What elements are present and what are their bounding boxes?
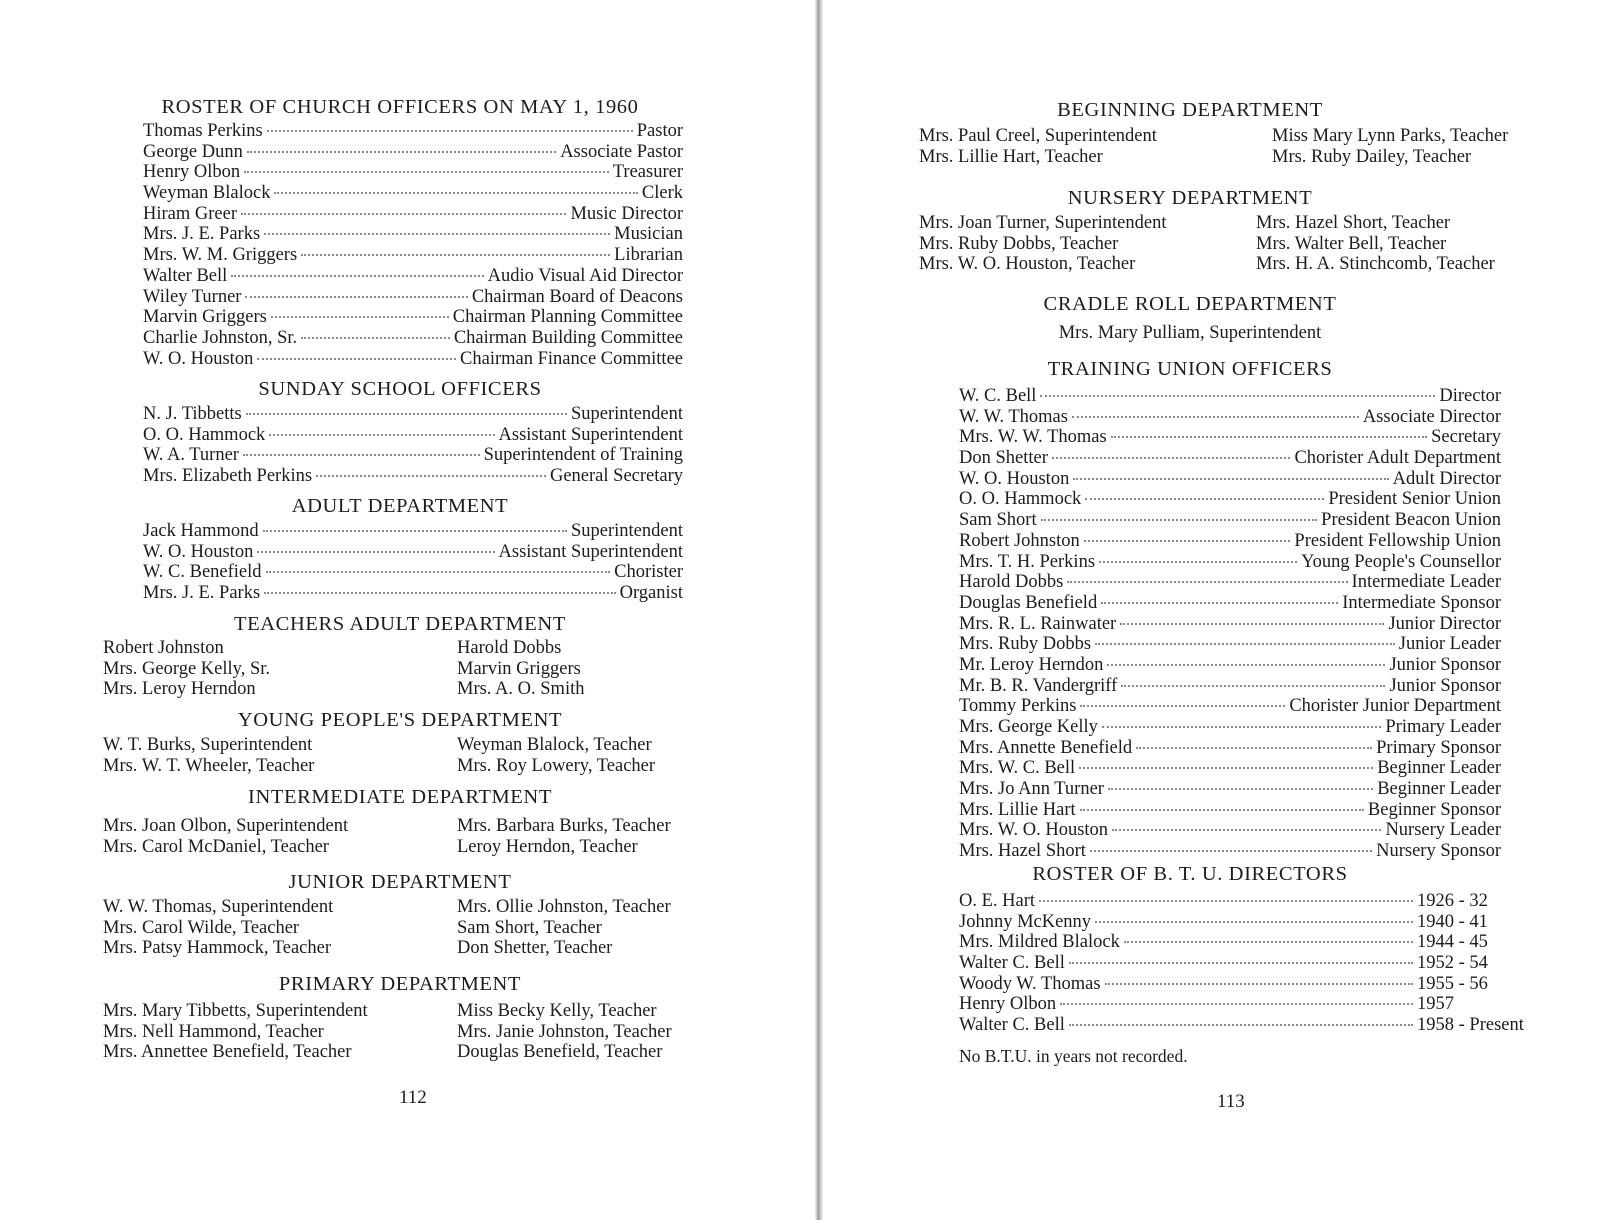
primary-heading: PRIMARY DEPARTMENT	[278, 973, 522, 995]
person-name: Robert Johnston	[959, 530, 1080, 551]
role-label: Beginner Sponsor	[1367, 799, 1501, 820]
junior-right	[457, 897, 671, 959]
person-name: Mrs. J. E. Parks	[143, 583, 261, 604]
person-name: Jack Hammond	[143, 521, 259, 541]
person-name: Mrs. W. O. Houston	[959, 820, 1109, 841]
dot-leader	[244, 171, 609, 173]
roster-row	[959, 1015, 1542, 1036]
person-name: Mrs. T. H. Perkins	[959, 551, 1096, 572]
person-name: Mrs. R. L. Rainwater	[959, 613, 1117, 634]
page-number-right: 113	[1217, 1091, 1245, 1112]
dot-leader	[1102, 726, 1382, 728]
dot-leader	[1041, 519, 1318, 521]
role-label: 1952 - 54	[1417, 953, 1488, 974]
roster-row	[143, 404, 683, 425]
dot-leader	[301, 254, 610, 256]
dot-leader	[316, 475, 546, 477]
person-name: N. J. Tibbetts	[143, 404, 242, 424]
junior-heading: JUNIOR DEPARTMENT	[288, 871, 512, 893]
dot-leader	[243, 454, 480, 456]
role-label: Nursery Leader	[1385, 820, 1501, 841]
roster-row	[959, 386, 1501, 407]
person-name: Walter C. Bell	[959, 1015, 1065, 1036]
list-item: Mrs. Paul Creel, Superintendent	[919, 126, 1157, 146]
role-label: Chorister Junior Department	[1289, 696, 1501, 717]
dot-leader	[1072, 416, 1359, 418]
person-name: Mr. Leroy Herndon	[959, 654, 1104, 675]
person-name: Johnny McKenny	[959, 911, 1092, 932]
training-union-heading: TRAINING UNION OFFICERS	[1047, 358, 1333, 380]
roster-row	[143, 521, 683, 542]
list-item: W. W. Thomas, Superintendent	[103, 897, 334, 917]
intermediate-columns	[103, 816, 671, 857]
role-label: 1955 - 56	[1417, 973, 1488, 994]
role-label: Beginner Leader	[1377, 758, 1501, 779]
dot-leader	[1121, 685, 1385, 687]
role-label: Audio Visual Aid Director	[487, 265, 683, 286]
person-name: George Dunn	[143, 141, 243, 162]
roster-row	[959, 448, 1501, 469]
person-name: Mrs. Annette Benefield	[959, 737, 1133, 758]
dot-leader	[257, 551, 494, 553]
roster-row	[959, 738, 1501, 759]
person-name: Thomas Perkins	[143, 121, 263, 141]
person-name: W. C. Bell	[959, 386, 1037, 406]
role-label: Nursery Sponsor	[1376, 841, 1501, 862]
role-label: Secretary	[1431, 427, 1501, 448]
role-label: General Secretary	[549, 466, 683, 487]
person-name: Mrs. W. M. Griggers	[143, 245, 298, 266]
roster-row	[959, 696, 1501, 717]
role-label: Organist	[619, 583, 683, 604]
role-label: Treasurer	[612, 162, 683, 183]
role-label: Beginner Leader	[1377, 779, 1501, 800]
dot-leader	[1105, 983, 1413, 985]
dot-leader	[1111, 436, 1427, 438]
btu-directors-heading: ROSTER OF B. T. U. DIRECTORS	[1032, 863, 1348, 885]
person-name: Walter Bell	[143, 265, 228, 286]
page-number-left: 112	[399, 1087, 427, 1108]
dot-leader	[1052, 457, 1291, 459]
role-label: President Beacon Union	[1321, 510, 1501, 531]
roster-row	[959, 974, 1542, 995]
list-item: Douglas Benefield, Teacher	[457, 1042, 663, 1063]
person-name: Mrs. W. C. Bell	[959, 758, 1076, 779]
dot-leader	[274, 192, 637, 194]
roster-row	[143, 183, 683, 204]
role-label: President Senior Union	[1328, 489, 1501, 510]
role-label: Associate Director	[1362, 406, 1501, 427]
roster-row	[959, 676, 1501, 697]
list-item: Mrs. Ruby Dailey, Teacher	[1272, 146, 1472, 167]
role-label: Young People's Counsellor	[1301, 551, 1501, 572]
list-item: Miss Mary Lynn Parks, Teacher	[1272, 126, 1509, 146]
person-name: Mrs. Ruby Dobbs	[959, 634, 1092, 655]
role-label: President Fellowship Union	[1294, 530, 1501, 551]
dot-leader	[264, 592, 615, 594]
roster-row	[959, 634, 1501, 655]
teachers-adult-right	[457, 638, 584, 700]
person-name: O. O. Hammock	[143, 424, 266, 445]
roster-row	[143, 245, 683, 266]
roster-row	[959, 427, 1501, 448]
role-label: 1958 - Present	[1417, 1015, 1524, 1036]
person-name: W. W. Thomas	[959, 406, 1068, 427]
person-name: O. E. Hart	[959, 891, 1036, 911]
role-label: Musician	[614, 224, 683, 245]
btu-note: No B.T.U. in years not recorded.	[959, 1046, 1188, 1066]
role-label: Junior Sponsor	[1389, 654, 1501, 675]
roster-row	[959, 994, 1542, 1015]
dot-leader	[269, 434, 494, 436]
person-name: W. O. Houston	[143, 541, 254, 562]
book-gutter	[815, 0, 823, 1220]
roster-row	[959, 779, 1501, 800]
person-name: Don Shetter	[959, 448, 1048, 469]
role-label: Chorister Adult Department	[1294, 448, 1501, 469]
roster-heading: ROSTER OF CHURCH OFFICERS ON MAY 1, 1960	[161, 96, 639, 118]
dot-leader	[1107, 664, 1385, 666]
list-item: Mrs. Annettee Benefield, Teacher	[103, 1042, 352, 1063]
adult-department-heading: ADULT DEPARTMENT	[291, 495, 509, 517]
roster-row	[959, 531, 1501, 552]
list-item: Leroy Herndon, Teacher	[457, 836, 638, 857]
dot-leader	[1084, 540, 1291, 542]
roster-row	[959, 510, 1501, 531]
roster-row	[959, 800, 1501, 821]
role-label: Chairman Building Committee	[453, 327, 683, 348]
list-item: Marvin Griggers	[457, 658, 581, 679]
list-item: Mrs. W. O. Houston, Teacher	[919, 254, 1136, 275]
roster-row	[143, 466, 683, 487]
roster-row	[959, 655, 1501, 676]
roster-row	[959, 953, 1542, 974]
list-item: Mrs. Ollie Johnston, Teacher	[457, 897, 671, 917]
young-peoples-columns	[103, 735, 655, 776]
beginning-left	[919, 126, 1272, 167]
list-item: Robert Johnston	[103, 638, 224, 658]
dot-leader	[241, 213, 566, 215]
person-name: W. O. Houston	[959, 468, 1070, 489]
role-label: Clerk	[641, 183, 683, 204]
young-peoples-left	[103, 735, 457, 776]
person-name: Hiram Greer	[143, 203, 237, 224]
person-name: Mrs. Mildred Blalock	[959, 932, 1120, 953]
person-name: Mrs. J. E. Parks	[143, 224, 261, 245]
person-name: W. A. Turner	[143, 445, 239, 466]
roster-row	[959, 552, 1501, 573]
btu-directors-list	[959, 891, 1542, 1036]
dot-leader	[257, 358, 456, 360]
training-union-list	[959, 386, 1501, 862]
list-item: Sam Short, Teacher	[457, 917, 602, 938]
person-name: Mrs. Jo Ann Turner	[959, 779, 1104, 800]
dot-leader	[246, 413, 567, 415]
roster-row	[959, 820, 1501, 841]
dot-leader	[1136, 747, 1372, 749]
list-item: Mrs. Carol McDaniel, Teacher	[103, 836, 329, 857]
list-item: Mrs. Hazel Short, Teacher	[1256, 213, 1451, 233]
list-item: Mrs. Walter Bell, Teacher	[1256, 233, 1447, 254]
dot-leader	[1079, 767, 1373, 769]
junior-columns	[103, 897, 671, 959]
person-name: Henry Olbon	[959, 994, 1057, 1015]
dot-leader	[1080, 809, 1364, 811]
roster-row	[143, 224, 683, 245]
list-item: Mrs. Carol Wilde, Teacher	[103, 917, 300, 938]
role-label: Chairman Planning Committee	[452, 307, 683, 328]
person-name: Marvin Griggers	[143, 307, 267, 328]
dot-leader	[1039, 900, 1413, 902]
roster-list	[143, 121, 683, 369]
roster-row	[143, 542, 683, 563]
dot-leader	[271, 316, 449, 318]
roster-row	[959, 489, 1501, 510]
dot-leader	[1120, 623, 1384, 625]
teachers-adult-heading: TEACHERS ADULT DEPARTMENT	[234, 613, 566, 635]
roster-row	[143, 328, 683, 349]
beginning-right	[1272, 126, 1508, 167]
dot-leader	[1067, 581, 1347, 583]
roster-row	[143, 349, 683, 370]
dot-leader	[267, 130, 633, 132]
adult-department-list	[143, 521, 683, 604]
sunday-school-list	[143, 404, 683, 487]
list-item: Weyman Blalock, Teacher	[457, 735, 652, 755]
role-label: Assistant Superintendent	[498, 541, 683, 562]
roster-row	[959, 614, 1501, 635]
person-name: Mrs. W. W. Thomas	[959, 427, 1107, 448]
beginning-columns	[919, 126, 1508, 167]
roster-row	[959, 841, 1501, 862]
dot-leader	[1108, 788, 1373, 790]
roster-row	[143, 583, 683, 604]
list-item: Miss Becky Kelly, Teacher	[457, 1001, 657, 1021]
roster-row	[143, 266, 683, 287]
dot-leader	[264, 233, 610, 235]
person-name: Wiley Turner	[143, 286, 242, 307]
roster-row	[959, 912, 1542, 933]
dot-leader	[247, 151, 556, 153]
nursery-right	[1256, 213, 1495, 275]
role-label: Chairman Finance Committee	[460, 348, 683, 369]
role-label: Primary Leader	[1385, 717, 1501, 737]
list-item: Don Shetter, Teacher	[457, 938, 613, 959]
role-label: Assistant Superintendent	[498, 424, 683, 445]
roster-row	[143, 204, 683, 225]
roster-row	[959, 891, 1542, 912]
roster-row	[959, 758, 1501, 779]
teachers-adult-left	[103, 638, 457, 700]
list-item: Mrs. Leroy Herndon	[103, 679, 256, 700]
roster-row	[143, 142, 683, 163]
person-name: Weyman Blalock	[143, 183, 271, 204]
beginning-heading: BEGINNING DEPARTMENT	[1057, 99, 1323, 121]
dot-leader	[1099, 561, 1297, 563]
roster-row	[143, 425, 683, 446]
person-name: Harold Dobbs	[959, 572, 1064, 593]
dot-leader	[1095, 643, 1395, 645]
list-item: Mrs. George Kelly, Sr.	[103, 658, 270, 679]
person-name: Charlie Johnston, Sr.	[143, 327, 298, 348]
list-item: Mrs. H. A. Stinchcomb, Teacher	[1256, 254, 1495, 275]
person-name: Sam Short	[959, 510, 1037, 531]
cradle-roll-heading: CRADLE ROLL DEPARTMENT	[1043, 293, 1337, 315]
nursery-columns	[919, 213, 1495, 275]
role-label: Primary Sponsor	[1376, 737, 1501, 758]
roster-row	[959, 717, 1501, 738]
list-item: Mrs. Roy Lowery, Teacher	[457, 755, 656, 776]
dot-leader	[1060, 1003, 1413, 1005]
list-item: Mrs. A. O. Smith	[457, 679, 585, 700]
dot-leader	[1069, 962, 1413, 964]
roster-row	[143, 287, 683, 308]
roster-row	[959, 407, 1501, 428]
list-item: Mrs. Joan Turner, Superintendent	[919, 213, 1167, 233]
list-item: Mrs. Patsy Hammock, Teacher	[103, 938, 332, 959]
list-item: Mrs. W. T. Wheeler, Teacher	[103, 755, 315, 776]
sunday-school-heading: SUNDAY SCHOOL OFFICERS	[258, 378, 542, 400]
role-label: Junior Leader	[1398, 634, 1501, 655]
person-name: Tommy Perkins	[959, 696, 1077, 717]
role-label: Superintendent	[570, 521, 683, 541]
role-label: 1957	[1417, 994, 1454, 1015]
roster-row	[959, 593, 1501, 614]
list-item: Mrs. Nell Hammond, Teacher	[103, 1021, 324, 1042]
dot-leader	[1080, 705, 1285, 707]
person-name: O. O. Hammock	[959, 489, 1082, 510]
list-item: Harold Dobbs	[457, 638, 562, 658]
dot-leader	[1069, 1024, 1413, 1026]
primary-left	[103, 1001, 457, 1063]
person-name: Walter C. Bell	[959, 953, 1065, 974]
role-label: 1944 - 45	[1417, 932, 1488, 953]
young-peoples-right	[457, 735, 655, 776]
dot-leader	[1101, 602, 1338, 604]
list-item: Mrs. Ruby Dobbs, Teacher	[919, 233, 1119, 254]
roster-row	[143, 307, 683, 328]
nursery-left	[919, 213, 1256, 275]
list-item: W. T. Burks, Superintendent	[103, 735, 313, 755]
list-item: Mrs. Lillie Hart, Teacher	[919, 146, 1103, 167]
dot-leader	[1124, 941, 1413, 943]
dot-leader	[1040, 395, 1435, 397]
dot-leader	[263, 530, 567, 532]
young-peoples-heading: YOUNG PEOPLE'S DEPARTMENT	[237, 709, 563, 731]
cradle-roll-superintendent: Mrs. Mary Pulliam, Superintendent	[1058, 323, 1322, 343]
dot-leader	[1095, 921, 1413, 923]
roster-row	[143, 562, 683, 583]
roster-row	[959, 469, 1501, 490]
role-label: 1926 - 32	[1417, 891, 1488, 911]
nursery-heading: NURSERY DEPARTMENT	[1067, 187, 1313, 209]
list-item: Mrs. Mary Tibbetts, Superintendent	[103, 1001, 368, 1021]
role-label: Junior Director	[1388, 613, 1501, 634]
dot-leader	[1073, 478, 1388, 480]
roster-row	[959, 572, 1501, 593]
roster-row	[143, 121, 683, 142]
role-label: Intermediate Leader	[1351, 572, 1501, 593]
role-label: Superintendent	[570, 404, 683, 424]
teachers-adult-columns	[103, 638, 584, 700]
dot-leader	[1112, 829, 1381, 831]
dot-leader	[301, 337, 450, 339]
roster-row	[143, 445, 683, 466]
junior-left	[103, 897, 457, 959]
list-item: Mrs. Barbara Burks, Teacher	[457, 816, 671, 836]
person-name: Mrs. Lillie Hart	[959, 799, 1076, 820]
dot-leader	[266, 571, 611, 573]
intermediate-right	[457, 816, 671, 857]
role-label: Pastor	[636, 121, 683, 141]
list-item: Mrs. Janie Johnston, Teacher	[457, 1021, 672, 1042]
role-label: Director	[1439, 386, 1501, 406]
role-label: Junior Sponsor	[1389, 675, 1501, 696]
dot-leader	[231, 275, 483, 277]
dot-leader	[1085, 498, 1324, 500]
role-label: Intermediate Sponsor	[1342, 592, 1501, 613]
person-name: Mrs. George Kelly	[959, 717, 1098, 737]
role-label: Chorister	[614, 562, 683, 583]
role-label: Music Director	[570, 203, 683, 224]
primary-columns	[103, 1001, 672, 1063]
person-name: W. O. Houston	[143, 348, 254, 369]
intermediate-heading: INTERMEDIATE DEPARTMENT	[248, 786, 552, 808]
person-name: W. C. Benefield	[143, 562, 262, 583]
role-label: Librarian	[614, 245, 683, 266]
person-name: Henry Olbon	[143, 162, 241, 183]
role-label: Chairman Board of Deacons	[471, 286, 683, 307]
roster-row	[959, 932, 1542, 953]
person-name: Mrs. Hazel Short	[959, 841, 1086, 862]
role-label: Associate Pastor	[560, 141, 683, 162]
dot-leader	[1090, 850, 1372, 852]
dot-leader	[245, 296, 467, 298]
person-name: Mrs. Elizabeth Perkins	[143, 466, 313, 487]
person-name: Mr. B. R. Vandergriff	[959, 675, 1118, 696]
person-name: Douglas Benefield	[959, 592, 1098, 613]
role-label: Superintendent of Training	[483, 445, 683, 466]
roster-row	[143, 162, 683, 183]
role-label: Adult Director	[1392, 468, 1501, 489]
intermediate-left	[103, 816, 457, 857]
list-item: Mrs. Joan Olbon, Superintendent	[103, 816, 349, 836]
right-page	[823, 0, 1620, 1220]
role-label: 1940 - 41	[1417, 911, 1488, 932]
primary-right	[457, 1001, 672, 1063]
person-name: Woody W. Thomas	[959, 973, 1101, 994]
